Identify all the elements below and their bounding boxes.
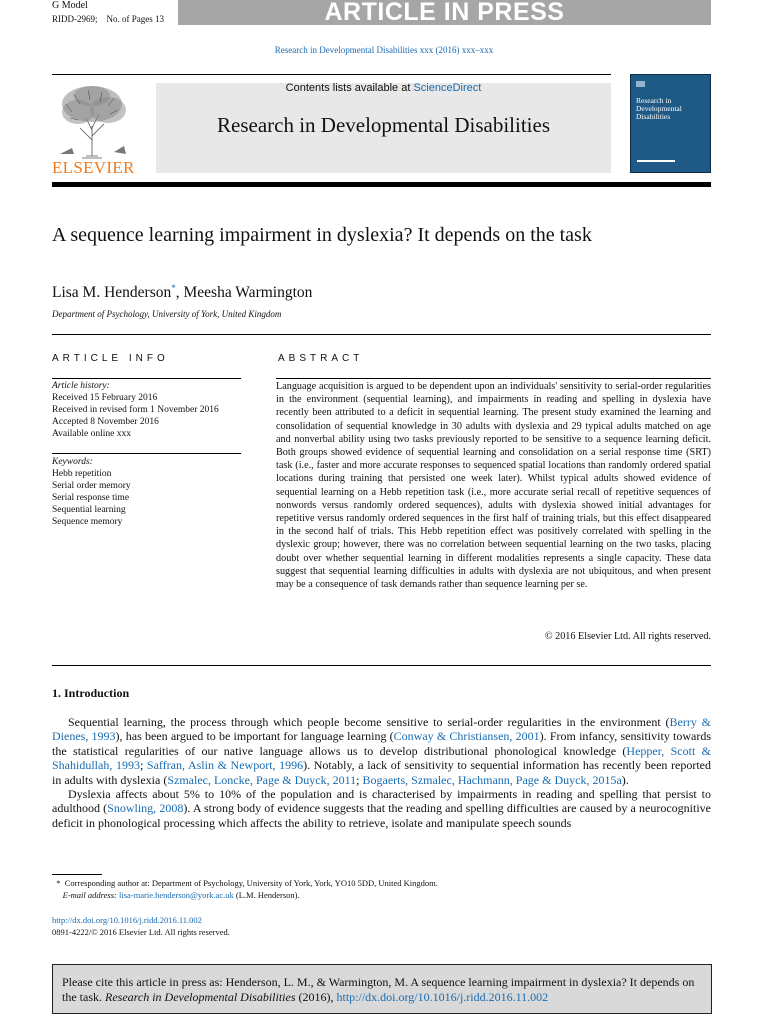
introduction-body: [52, 715, 711, 830]
footnote-rule: [52, 874, 102, 875]
author-henderson[interactable]: Lisa M. Henderson: [52, 284, 172, 301]
keyword-item: Serial order memory: [52, 481, 131, 491]
keywords: [52, 456, 131, 528]
paragraph-text: ;: [356, 772, 363, 787]
author-separator: ,: [175, 284, 184, 301]
cover-emblem: [636, 81, 645, 87]
paragraph-text: ). From infancy, sensitivity towards the statistical regularities of our native language allows us to develop distributional phonological knowledge (: [52, 729, 712, 758]
title-rule: [52, 334, 711, 335]
contents-line: [156, 82, 611, 94]
article-in-press-banner: [178, 0, 711, 25]
masthead-rule: [52, 74, 611, 75]
keyword-item: Hebb repetition: [52, 469, 112, 479]
paragraph: [52, 715, 711, 787]
keyword-item: Sequence memory: [52, 517, 123, 527]
keywords-label: Keywords:: [52, 457, 93, 467]
page-count: No. of Pages 13: [106, 14, 164, 24]
author-warmington[interactable]: Meesha Warmington: [183, 284, 313, 301]
keyword-item: Serial response time: [52, 493, 130, 503]
sciencedirect-link[interactable]: ScienceDirect: [413, 82, 482, 94]
abstract-end-rule: [52, 665, 711, 666]
history-accepted: Accepted 8 November 2016: [52, 417, 159, 427]
history-label: Article history:: [52, 381, 110, 391]
article-history: [52, 380, 219, 440]
issn-copyright: 0891-4222/© 2016 Elsevier Ltd. All rights reserved.: [52, 927, 230, 937]
paragraph-text: ). Notably, a lack of sensitivity to sequential information has recently been reported in adults with dyslexia (: [52, 758, 711, 787]
paragraph-text: ). A strong body of evidence suggests that the reading and spelling difficulties are caused by a neurocognitive deficit in phonological processing which affects the ability to retrieve, isolate and manipulate speech sounds: [52, 801, 711, 830]
email-footnote: [52, 890, 300, 901]
contents-prefix: Contents lists available at: [285, 82, 414, 94]
citation-link[interactable]: Bogaerts, Szmalec, Hachmann, Page & Duyck, 2015a: [362, 772, 622, 787]
g-model-label: G Model: [52, 0, 88, 11]
citation-link[interactable]: Szmalec, Loncke, Page & Duyck, 2011: [167, 772, 357, 787]
paragraph-text: Dyslexia affects about 5% to 10% of the population and is characterised by impairments in reading and spelling that persist to adulthood (: [52, 787, 711, 816]
corresponding-author-marker[interactable]: *: [171, 283, 176, 293]
masthead-thick-rule: [52, 182, 711, 187]
history-revised: Received in revised form 1 November 2016: [52, 405, 219, 415]
journal-cover-thumbnail[interactable]: [630, 74, 711, 173]
email-label: E-mail address:: [62, 890, 117, 900]
keywords-rule: [52, 453, 241, 454]
journal-title: Research in Developmental Disabilities: [217, 113, 550, 137]
article-title: A sequence learning impairment in dyslexia? It depends on the task: [52, 224, 592, 246]
citation-doi-link[interactable]: http://dx.doi.org/10.1016/j.ridd.2016.11.002: [336, 989, 549, 1004]
abstract-heading: ABSTRACT: [278, 353, 364, 364]
citation-text: Please cite this article in press as: Henderson, L. M., & Warmington, M. A sequence learning impairment in dyslexia? It depends on the task.: [62, 975, 695, 1004]
corresponding-author-footnote: [52, 878, 438, 889]
author-list: [52, 283, 312, 302]
paragraph-text: ;: [139, 758, 147, 773]
journal-reference-link[interactable]: Research in Developmental Disabilities xxx (2016) xxx–xxx: [274, 45, 494, 55]
citation-link[interactable]: Snowling, 2008: [107, 801, 184, 816]
keyword-item: Sequential learning: [52, 505, 126, 515]
publisher-name: ELSEVIER: [52, 158, 135, 177]
manuscript-id: [52, 14, 164, 24]
footnote-marker: *: [56, 878, 61, 888]
abstract-rule: [276, 378, 711, 379]
citation-link[interactable]: Berry & Dienes, 1993: [52, 715, 712, 744]
abstract-copyright: © 2016 Elsevier Ltd. All rights reserved.: [544, 631, 711, 642]
citation-link[interactable]: Saffran, Aslin & Newport, 1996: [146, 758, 304, 773]
paragraph-text: Sequential learning, the process through which people become sensitive to serial-order regularities in the environment (: [68, 715, 670, 729]
ridd-number: RIDD-2969;: [52, 14, 98, 24]
doi-link[interactable]: http://dx.doi.org/10.1016/j.ridd.2016.11.002: [52, 915, 202, 925]
citation-link[interactable]: Hepper, Scott & Shahidullah, 1993: [52, 743, 712, 773]
cover-title: Research in Developmental Disabilities: [636, 96, 682, 121]
section-heading-introduction: 1. Introduction: [52, 686, 130, 700]
paragraph-text: ), has been argued to be important for language learning (: [115, 729, 394, 744]
email-link[interactable]: lisa-marie.henderson@york.ac.uk: [118, 890, 234, 900]
article-info-rule: [52, 378, 241, 379]
citation-year: (2016),: [298, 989, 334, 1004]
citation-journal: Research in Developmental Disabilities: [105, 989, 296, 1004]
article-info-heading: ARTICLE INFO: [52, 353, 169, 364]
paragraph: [52, 787, 711, 830]
paragraph-text: ).: [621, 772, 629, 787]
citation-box: [52, 964, 712, 1014]
footnote-text: Corresponding author at: Department of Psychology, University of York, York, YO10 5DD, United Kingdom.: [64, 878, 438, 888]
history-received: Received 15 February 2016: [52, 393, 158, 403]
affiliation: Department of Psychology, University of York, United Kingdom: [52, 309, 282, 319]
citation-link[interactable]: Conway & Christiansen, 2001: [393, 729, 540, 744]
abstract-text: Language acquisition is argued to be dependent upon an individuals' sensitivity to serial-order regularities in the environment (sequential learning), and impairments in reading and spelling in dyslexia have recently been attributed to a deficit in sequential learning. The present study examined the learning and consolidation of sequential knowledge in 30 adults with dyslexia and 29 typical adults matched on age and nonverbal ability using two tasks previously reported to be sensitive to a sequence learning deficit. Both groups showed evidence of sequential learning and consolidation on a serial response time (SRT) task (i.e., faster and more accurate responses to sequenced spatial locations than randomly ordered spatial locations during training that persisted one week later). Whilst typical adults showed evidence of sequential learning on a Hebb repetition task (i.e., more accurate serial recall of repetitive sequences of nonwords versus randomly ordered sequences), adults with dyslexia showed initial advantages for repetitive versus randomly ordered sequences in the first half of training trials, but this effect disappeared in the second half of trials. This Hebb repetition effect was positively correlated with spelling in the dyslexic group; however, there was no correlation between sequential learning on the two tasks, placing doubt over whether sequential learning in different modalities represents a single capacity. These data suggest that sequential learning difficulties in adults with dyslexia are not ubiquitous, and when present may be a consequence of task demands rather than sequence learning per se.: [276, 381, 711, 591]
email-owner: (L.M. Henderson).: [235, 890, 300, 900]
article-in-press-text: ARTICLE IN PRESS: [324, 0, 565, 26]
history-online: Available online xxx: [52, 429, 131, 439]
cover-stripe: [637, 160, 675, 162]
